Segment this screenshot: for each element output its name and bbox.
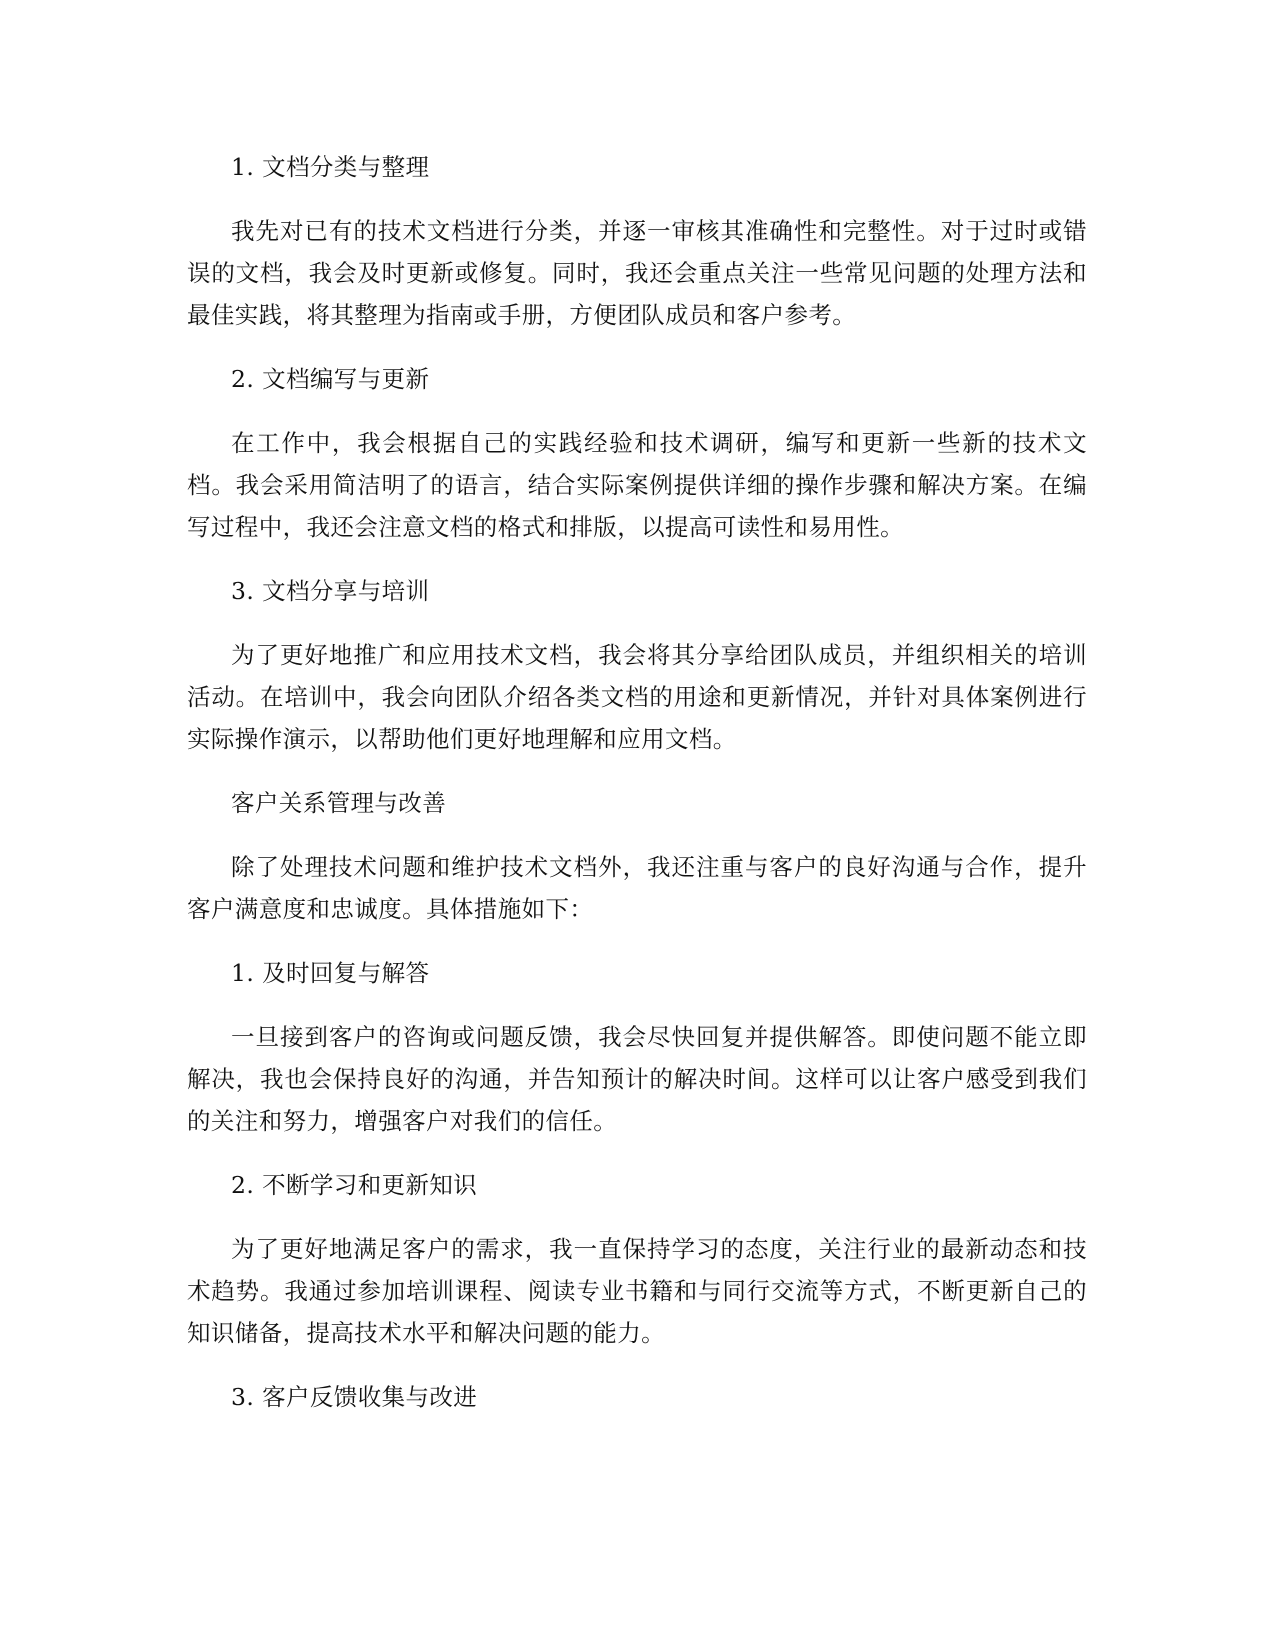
section-heading: 3. 文档分享与培训 (231, 577, 430, 605)
body-paragraph: 我先对已有的技术文档进行分类，并逐一审核其准确性和完整性。对于过时或错误的文档，我会及时更新或修复。同时，我还会重点关注一些常见问题的处理方法和最佳实践，将其整理为指南或手册，方便团队成员和客户参考。 (187, 217, 1087, 329)
body-paragraph: 除了处理技术问题和维护技术文档外，我还注重与客户的良好沟通与合作，提升客户满意度和忠诚度。具体措施如下： (187, 853, 1087, 923)
body-paragraph: 为了更好地推广和应用技术文档，我会将其分享给团队成员，并组织相关的培训活动。在培训中，我会向团队介绍各类文档的用途和更新情况，并针对具体案例进行实际操作演示，以帮助他们更好地理解和应用文档。 (187, 641, 1087, 753)
section-heading: 2. 文档编写与更新 (231, 365, 430, 393)
body-paragraph: 一旦接到客户的咨询或问题反馈，我会尽快回复并提供解答。即使问题不能立即解决，我也会保持良好的沟通，并告知预计的解决时间。这样可以让客户感受到我们的关注和努力，增强客户对我们的信任。 (187, 1023, 1087, 1135)
section-heading: 2. 不断学习和更新知识 (231, 1171, 478, 1199)
body-paragraph: 为了更好地满足客户的需求，我一直保持学习的态度，关注行业的最新动态和技术趋势。我通过参加培训课程、阅读专业书籍和与同行交流等方式，不断更新自己的知识储备，提高技术水平和解决问题的能力。 (187, 1235, 1087, 1347)
document-body (187, 146, 1087, 1440)
section-heading: 1. 文档分类与整理 (231, 153, 430, 181)
section-heading: 3. 客户反馈收集与改进 (231, 1383, 478, 1411)
section-heading: 客户关系管理与改善 (231, 789, 447, 817)
body-paragraph: 在工作中，我会根据自己的实践经验和技术调研，编写和更新一些新的技术文档。我会采用简洁明了的语言，结合实际案例提供详细的操作步骤和解决方案。在编写过程中，我还会注意文档的格式和排版，以提高可读性和易用性。 (187, 429, 1087, 541)
section-heading: 1. 及时回复与解答 (231, 959, 430, 987)
